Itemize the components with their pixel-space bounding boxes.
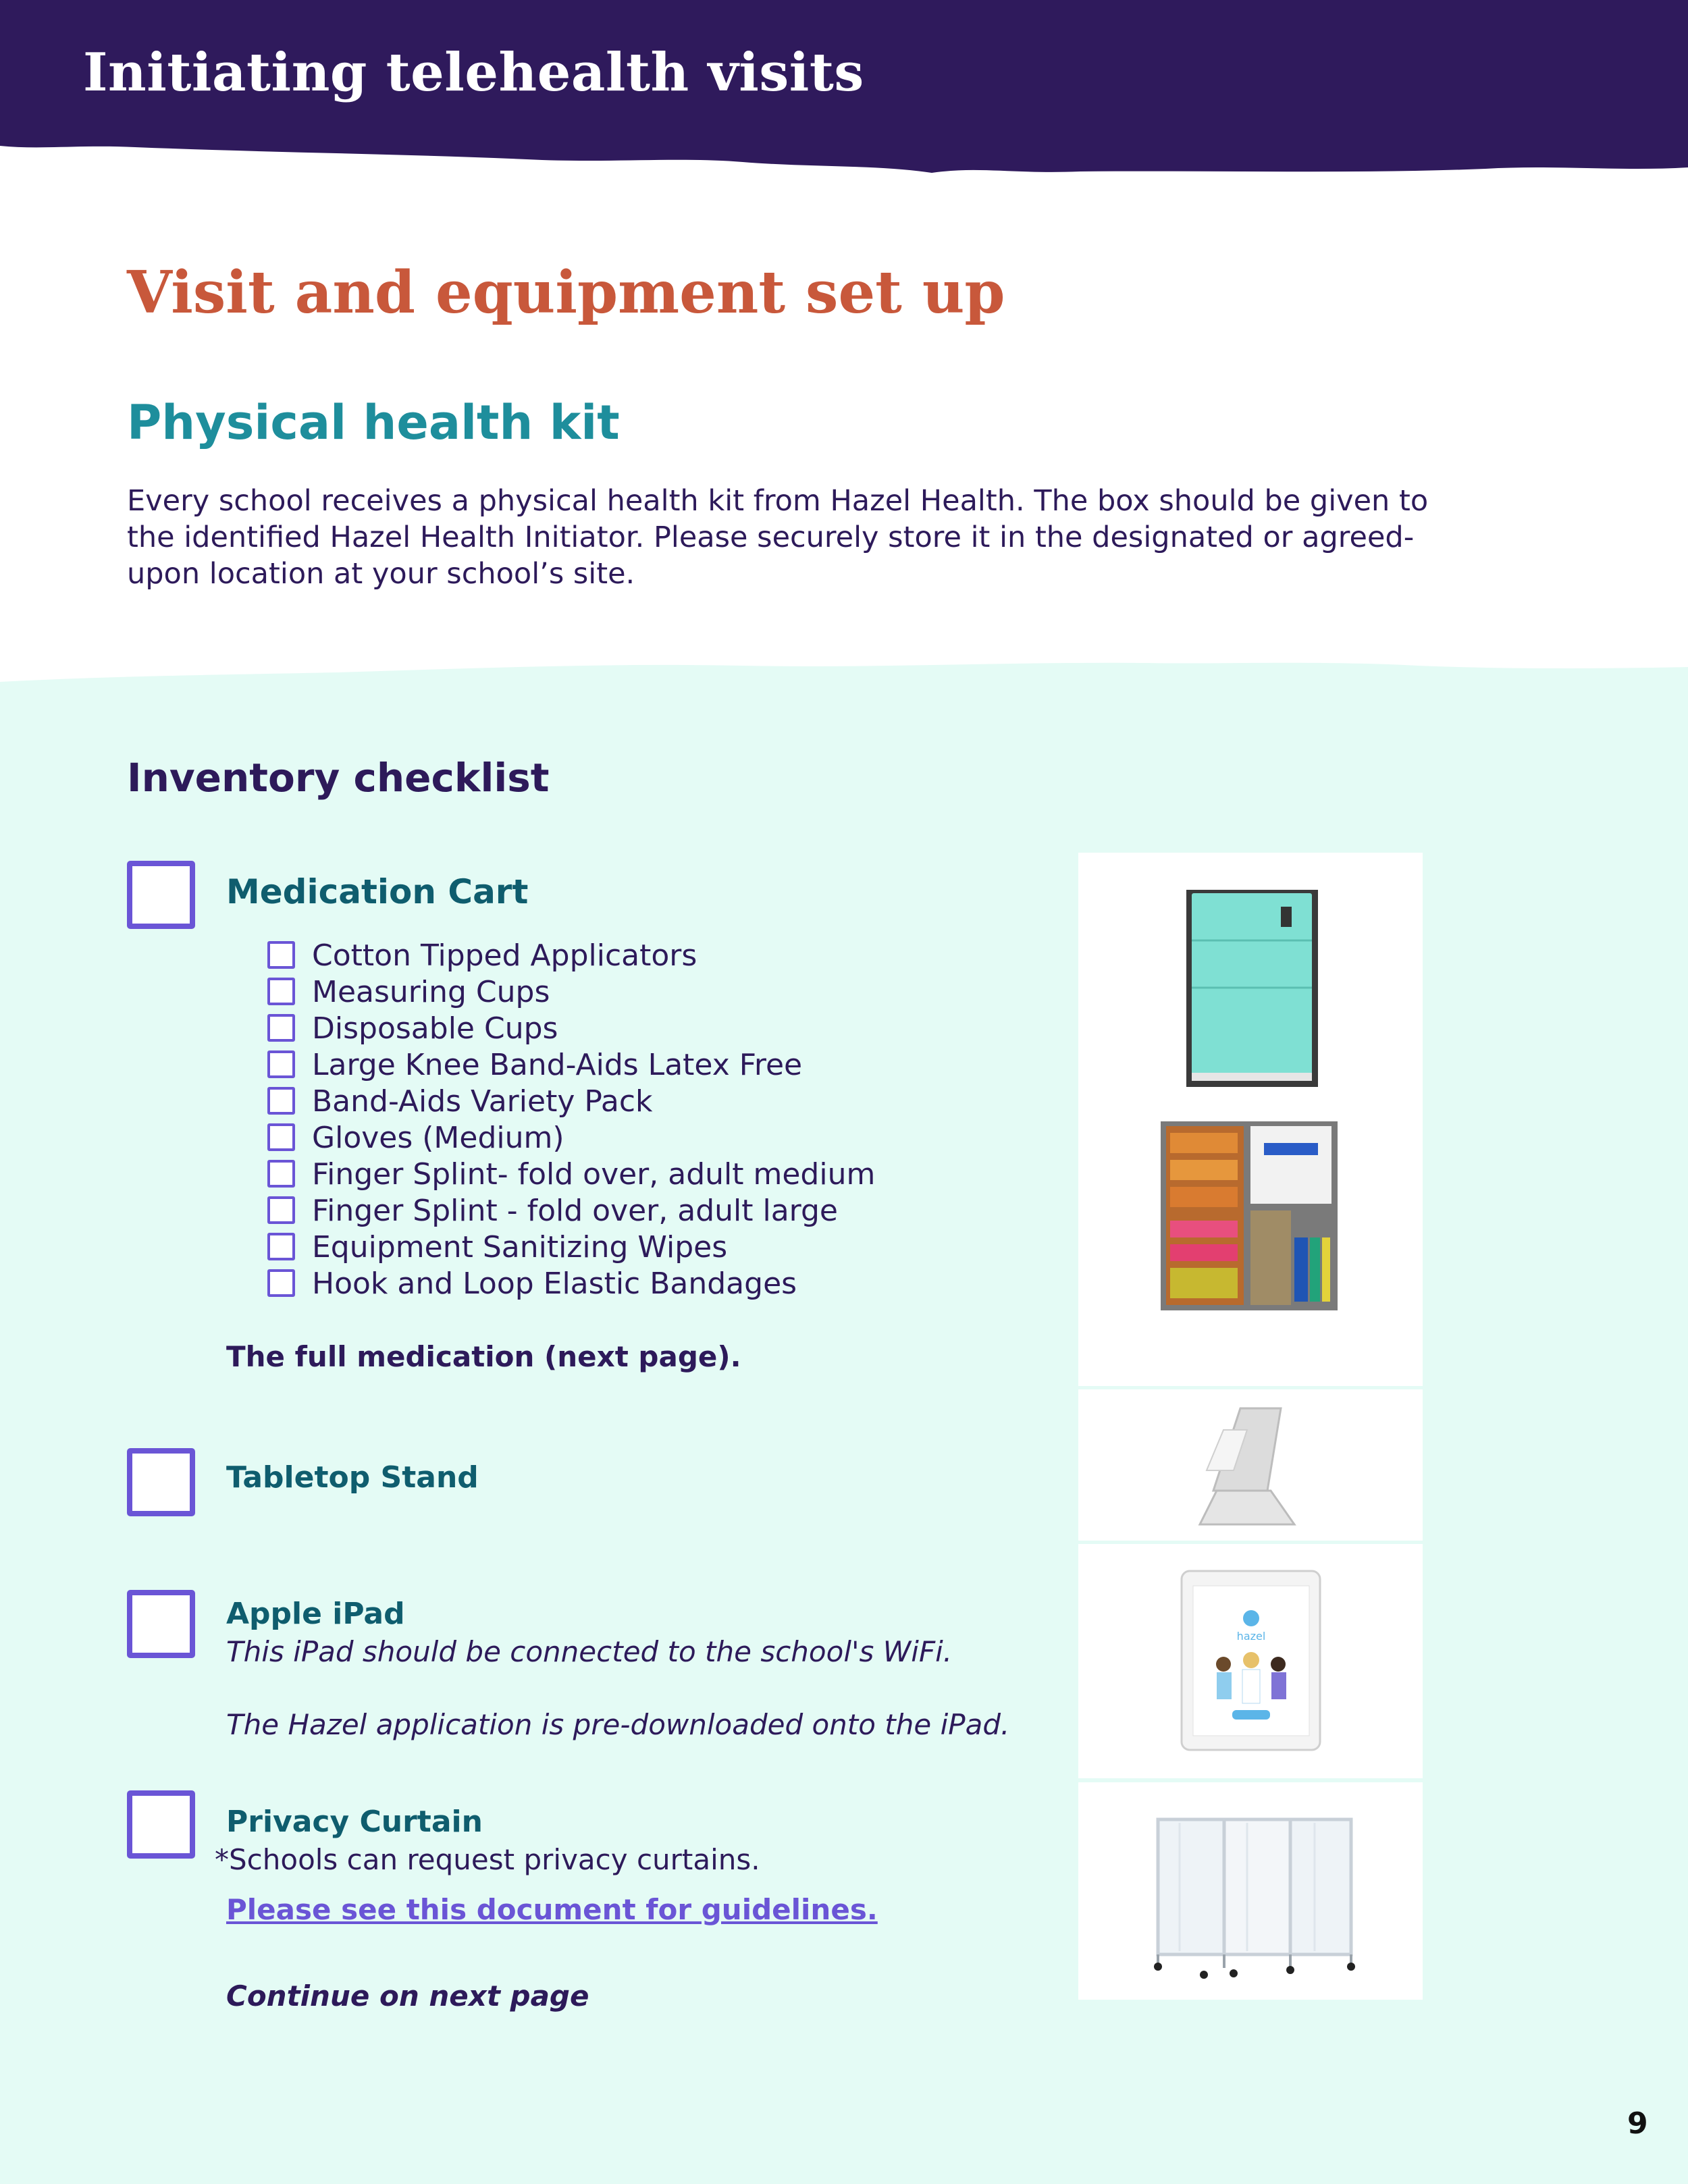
tabletop-stand-image xyxy=(1078,1389,1423,1541)
sub-item-checkbox-disposable-cups[interactable] xyxy=(267,1014,295,1042)
ipad-checkbox[interactable] xyxy=(127,1590,195,1658)
section-title: Visit and equipment set up xyxy=(127,259,1005,327)
ipad-image xyxy=(1078,1544,1423,1778)
sub-item-checkbox-elastic-bandages[interactable] xyxy=(267,1269,295,1297)
sub-item-label: Disposable Cups xyxy=(312,1011,558,1046)
sub-item-checkbox-finger-splint-medium[interactable] xyxy=(267,1160,295,1188)
sub-item-label: Finger Splint- fold over, adult medium xyxy=(312,1157,876,1192)
sub-item-checkbox-sanitizing-wipes[interactable] xyxy=(267,1233,295,1260)
tabletop-stand-label: Tabletop Stand xyxy=(226,1460,479,1495)
inventory-checklist-title: Inventory checklist xyxy=(127,755,550,801)
sub-item-checkbox-finger-splint-large[interactable] xyxy=(267,1196,295,1224)
sub-item-checkbox-measuring-cups[interactable] xyxy=(267,978,295,1005)
privacy-curtain-note: *Schools can request privacy curtains. xyxy=(215,1843,760,1876)
ipad-app-note: The Hazel application is pre-downloaded onto the iPad. xyxy=(226,1708,1010,1741)
tabletop-stand-checkbox[interactable] xyxy=(127,1448,195,1516)
sub-item-label: Band-Aids Variety Pack xyxy=(312,1084,653,1119)
medication-cart-label: Medication Cart xyxy=(226,872,529,911)
header-title: Initiating telehealth visits xyxy=(83,42,864,103)
privacy-curtain-image xyxy=(1078,1782,1423,2000)
privacy-curtain-photo-panel xyxy=(1078,1782,1423,2000)
sub-item-label: Hook and Loop Elastic Bandages xyxy=(312,1267,797,1301)
sub-item-label: Cotton Tipped Applicators xyxy=(312,938,697,973)
sub-item-label: Finger Splint - fold over, adult large xyxy=(312,1194,838,1228)
sub-item-label: Equipment Sanitizing Wipes xyxy=(312,1230,728,1264)
ipad-screen-brand: hazel xyxy=(1236,1630,1266,1643)
sub-item-checkbox-cotton-tipped-applicators[interactable] xyxy=(267,941,295,969)
medication-cart-photo-panel xyxy=(1078,853,1423,1386)
privacy-curtain-checkbox[interactable] xyxy=(127,1790,195,1859)
continue-next-page: Continue on next page xyxy=(226,1979,589,2013)
sub-item-label: Large Knee Band-Aids Latex Free xyxy=(312,1048,803,1082)
physical-health-kit-title: Physical health kit xyxy=(127,395,620,450)
page-number: 9 xyxy=(1627,2106,1648,2141)
intro-paragraph: Every school receives a physical health kit from Hazel Health. The box should be given to the identified Hazel Health Initiator. Please securely store it in the designated or agreed-upon location at your school’s site. xyxy=(127,484,1429,591)
guidelines-link[interactable]: Please see this document for guidelines. xyxy=(226,1893,878,1926)
sub-item-checkbox-large-knee-band-aids[interactable] xyxy=(267,1050,295,1078)
ipad-label: Apple iPad xyxy=(226,1597,405,1631)
ipad-photo-panel xyxy=(1078,1544,1423,1778)
full-medication-note: The full medication (next page). xyxy=(226,1340,741,1373)
privacy-curtain-label: Privacy Curtain xyxy=(226,1805,483,1839)
ipad-wifi-note: This iPad should be connected to the school's WiFi. xyxy=(226,1635,953,1668)
sub-item-label: Gloves (Medium) xyxy=(312,1121,564,1155)
sub-item-checkbox-gloves[interactable] xyxy=(267,1123,295,1151)
medication-cart-checkbox[interactable] xyxy=(127,861,195,929)
sub-item-checkbox-band-aids-variety[interactable] xyxy=(267,1087,295,1115)
tabletop-stand-photo-panel xyxy=(1078,1389,1423,1541)
sub-item-label: Measuring Cups xyxy=(312,975,550,1009)
medication-cart-image xyxy=(1078,853,1423,1386)
